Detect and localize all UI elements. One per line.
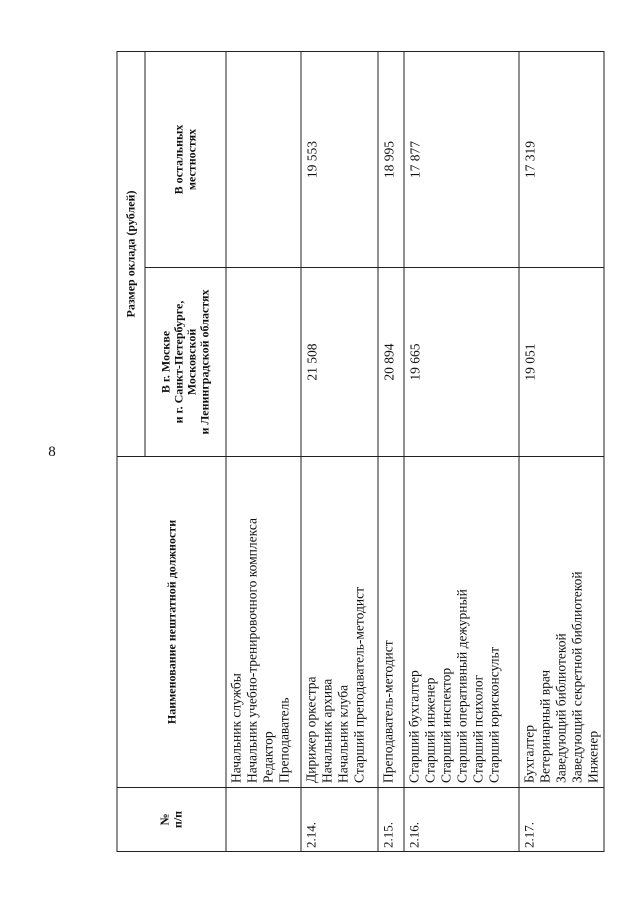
salary-moscow: 20 894 <box>378 268 404 457</box>
position-name: Старший преподаватель-методист <box>351 587 367 783</box>
position-name: Начальник службы <box>228 673 244 783</box>
position-name: Старший оперативный дежурный <box>454 589 470 783</box>
header-salary-group <box>117 52 145 457</box>
header-num <box>117 788 226 852</box>
position-name: Заведующий секретной библиотекой <box>569 571 585 783</box>
position-name: Заведующий библиотекой <box>553 633 569 783</box>
position-name: Старший бухгалтер <box>406 670 422 783</box>
position-name: Старший психолог <box>470 674 486 783</box>
row-num <box>226 788 301 852</box>
salary-moscow: 19 051 <box>519 268 604 457</box>
table-row <box>301 52 378 852</box>
position-name: Начальник учебно-тренировочного комплекса <box>244 517 260 783</box>
salary-table <box>117 51 605 852</box>
table-row <box>378 52 404 852</box>
salary-other: 17 319 <box>519 52 604 268</box>
header-name-text: Наименование нештатной должности <box>164 519 178 725</box>
salary-moscow <box>226 268 301 457</box>
header-other-text: В остальных местностях <box>171 124 199 195</box>
position-name: Бухгалтер <box>521 725 537 783</box>
salary-other: 17 877 <box>404 52 519 268</box>
position-name: Старший инженер <box>422 677 438 783</box>
header-other <box>145 52 226 268</box>
position-name: Дирижер оркестра <box>303 676 319 783</box>
table-row <box>226 52 301 852</box>
row-names <box>301 457 378 788</box>
row-names <box>404 457 519 788</box>
position-name: Ветеринарный врач <box>537 669 553 783</box>
salary-other: 18 995 <box>378 52 404 268</box>
header-name <box>117 457 226 788</box>
position-name: Преподаватель-методист <box>380 640 396 783</box>
row-num: 2.16. <box>404 788 519 852</box>
salary-moscow: 19 665 <box>404 268 519 457</box>
row-num: 2.14. <box>301 788 378 852</box>
table-row <box>519 52 604 852</box>
table-rotator <box>117 52 601 852</box>
salary-other <box>226 52 301 268</box>
header-moscow-text: В г. Москве и г. Санкт-Петербурге, Московской и Ленинградской областях <box>158 289 212 435</box>
header-moscow <box>145 268 226 457</box>
position-name: Старший юрисконсульт <box>486 646 502 783</box>
table-row <box>404 52 519 852</box>
position-name: Начальник клуба <box>335 684 351 783</box>
position-name: Редактор <box>260 731 276 783</box>
position-name: Инженер <box>585 730 601 783</box>
row-num: 2.15. <box>378 788 404 852</box>
position-name: Начальник архива <box>319 678 335 783</box>
position-name: Старший инспектор <box>438 667 454 783</box>
header-num-text: № п/п <box>157 810 185 829</box>
row-names <box>519 457 604 788</box>
salary-other: 19 553 <box>301 52 378 268</box>
page-number: 8 <box>48 444 56 460</box>
header-salary-text: Размер оклада (рублей) <box>123 190 138 318</box>
row-names <box>226 457 301 788</box>
row-num: 2.17. <box>519 788 604 852</box>
position-name: Преподаватель <box>276 697 292 783</box>
row-names <box>378 457 404 788</box>
salary-moscow: 21 508 <box>301 268 378 457</box>
